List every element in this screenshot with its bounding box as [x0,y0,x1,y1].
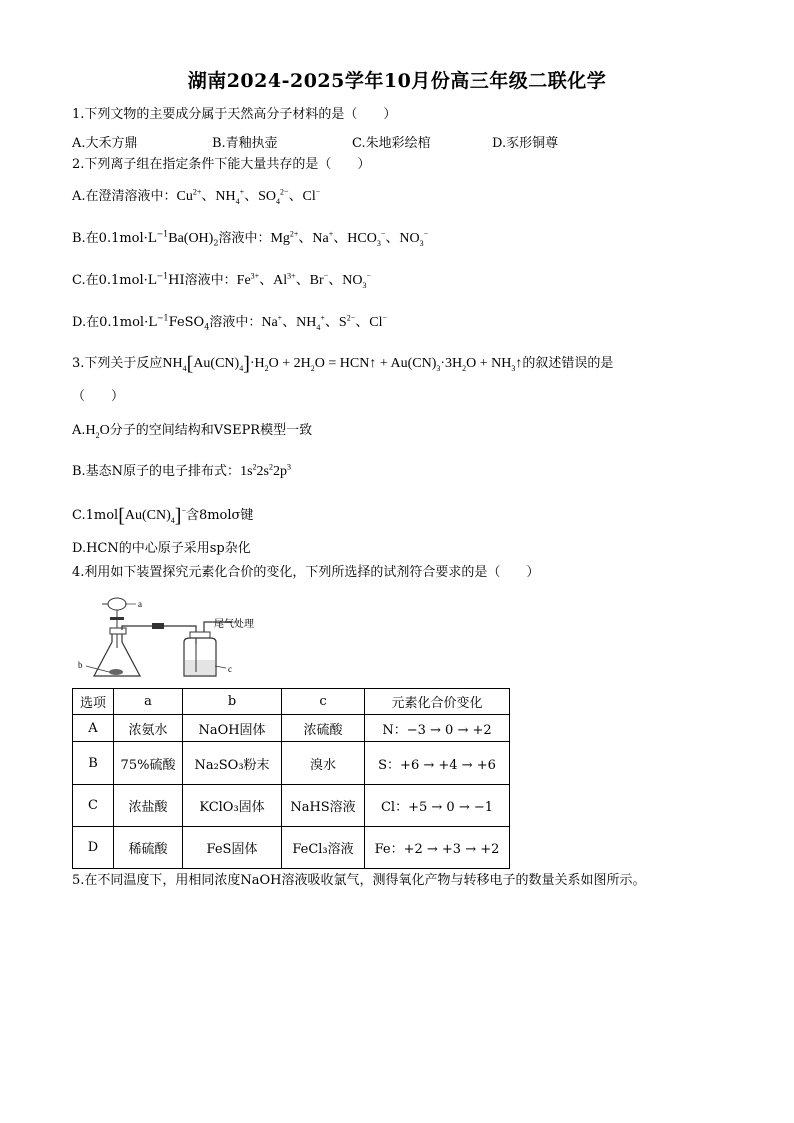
table-row [73,715,510,742]
table-cell: B [73,742,114,785]
table-header: b [183,689,282,715]
apparatus-diagram [72,592,282,684]
table-cell: NaOH固体 [183,715,282,742]
table-cell: D [73,827,114,869]
table-header: 元素化合价变化 [365,689,510,715]
table-cell: 溴水 [282,742,365,785]
label-b: b [78,660,83,670]
table-cell: 浓硫酸 [282,715,365,742]
table-cell: 稀硫酸 [114,827,183,869]
q1-option-b: B.青釉执壶 [212,136,278,151]
q4-stem: 4.利用如下装置探究元素化合价的变化，下列所选择的试剂符合要求的是（ ） [72,565,540,580]
table-cell: Cl：+5 → 0 → −1 [365,785,510,827]
q3-option-b: B.基态N原子的电子排布式：$1s^22s^22p^3$ [72,462,291,479]
table-cell: Fe：+2 → +3 → +2 [365,827,510,869]
table-header: 选项 [73,689,114,715]
q3-stem: 3.下列关于反应$NH_4[Au(CN)_4]\cdot H_2O + 2H_2O$ = HCN↑ + $Au(CN)_3\cdot 3H_2O$ + $NH_3↑$的叙述错误的是 [72,353,614,375]
q2-option-a: A.在澄清溶液中：$Cu^{2+}$、$NH_4^+$、$SO_4^{2-}$、Cl− [72,187,321,206]
table-cell: C [73,785,114,827]
q1-stem: 1.下列文物的主要成分属于天然高分子材料的是（ ） [72,107,397,122]
q3-option-a: $A.H_2O$分子的空间结构和VSEPR模型一致 [72,423,313,440]
q2-option-b: B.在$0.1mol\cdot L^{-1}Ba(OH)_2$溶液中：$Mg^{2+}$、Na+、$HCO_3^-$、$NO_3^-$ [72,229,429,248]
q2-option-d: D.在$0.1mol\cdot L^{-1}FeSO_4$溶液中：Na+、$NH_4^+$、$S^{2-}$、Cl− [72,313,387,332]
q1-option-c: C.朱地彩绘棺 [352,136,431,151]
table-cell: 75%硫酸 [114,742,183,785]
table-row [73,827,510,869]
q2-option-c: C.在$0.1mol\cdot L^{-1}HI$溶液中：$Fe^{3+}$、$Al^{3+}$、Br−、$NO_3^-$ [72,271,371,290]
q3-option-d: D.HCN的中心原子采用sp杂化 [72,541,251,556]
label-c: c [228,664,232,674]
table-header: c [282,689,365,715]
q2-stem: 2.下列离子组在指定条件下能大量共存的是（ ） [72,157,371,172]
table-cell: N：−3 → 0 → +2 [365,715,510,742]
q1-option-a: A.大禾方鼎 [72,136,138,151]
table-cell: 浓盐酸 [114,785,183,827]
q3-option-c: $C.1mol[Au(CN)_4]^-$含8molσ键 [72,505,254,527]
table-cell: NaHS溶液 [282,785,365,827]
table-cell: A [73,715,114,742]
label-tail-gas: 尾气处理 [214,619,254,630]
table-cell: Na₂SO₃粉末 [183,742,282,785]
table-cell: FeCl₃溶液 [282,827,365,869]
q4-table [72,688,510,869]
table-header: a [114,689,183,715]
table-cell: FeS固体 [183,827,282,869]
q3-paren: （ ） [72,389,125,404]
label-a: a [138,599,142,609]
table-cell: 浓氨水 [114,715,183,742]
table-cell: S：+6 → +4 → +6 [365,742,510,785]
table-row [73,742,510,785]
table-cell: KClO₃固体 [183,785,282,827]
table-row [73,785,510,827]
q1-option-d: D.豕形铜尊 [492,136,559,151]
page-title: 湖南2024-2025学年10月份高三年级二联化学 [187,70,607,92]
q5-stem: 5.在不同温度下，用相同浓度NaOH溶液吸收氯气，测得氧化产物与转移电子的数量关系如图所示。 [72,873,646,888]
